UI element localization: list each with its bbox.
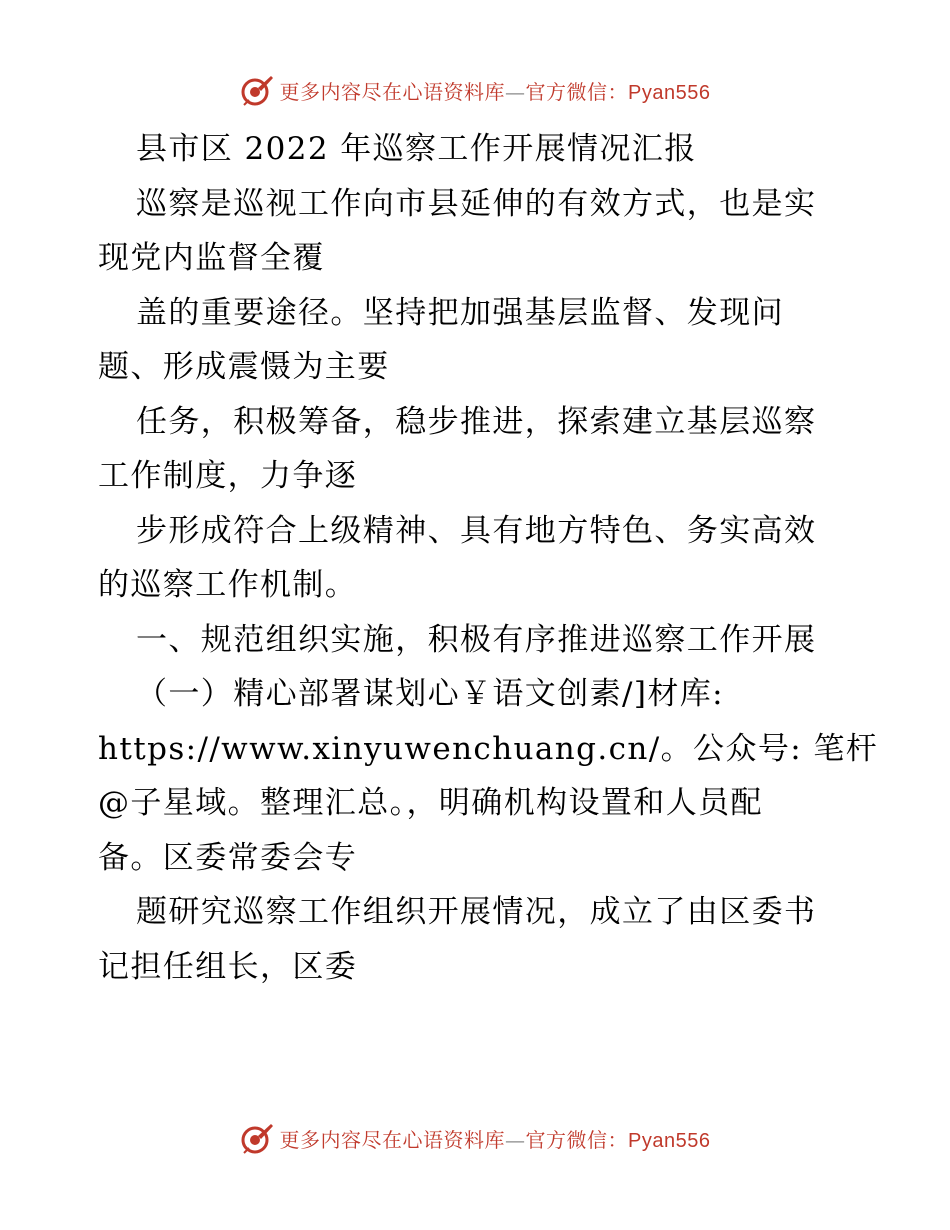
- watermark-header: [0, 70, 950, 110]
- watermark-prefix: 更多内容尽在心语资料库: [279, 79, 506, 104]
- watermark-account: Pyan556: [628, 81, 711, 104]
- watermark-footer: [0, 1118, 950, 1158]
- watermark-separator: —: [505, 1127, 526, 1152]
- section-heading: 一、规范组织实施，积极有序推进巡察工作开展: [136, 621, 817, 658]
- subsection-heading: （一）精心部署谋划心￥语文创素/]材库:: [136, 676, 724, 712]
- text-line: 的巡察工作机制。: [98, 567, 358, 603]
- text-line-url: https://www.xinyuwenchuang.cn/。公众号: 笔杆: [98, 730, 879, 767]
- watermark-separator: —: [505, 79, 526, 104]
- watermark-text: [280, 76, 711, 105]
- text-line: 题、形成震慑为主要: [98, 349, 390, 385]
- pen-logo-icon: [240, 1121, 274, 1155]
- text-line: 步形成符合上级精神、具有地方特色、务实高效: [136, 512, 817, 549]
- text-line: 巡察是巡视工作向市县延伸的有效方式，也是实: [136, 185, 817, 222]
- text-line: 现党内监督全覆: [98, 240, 325, 276]
- watermark-suffix: 官方微信：: [525, 1127, 629, 1152]
- watermark-account: Pyan556: [628, 1129, 711, 1152]
- text-line: 任务，积极筹备，稳步推进，探索建立基层巡察: [136, 403, 817, 440]
- watermark-suffix: 官方微信：: [525, 79, 629, 104]
- text-line: 题研究巡察工作组织开展情况，成立了由区委书: [136, 894, 817, 930]
- watermark-prefix: 更多内容尽在心语资料库: [279, 1127, 506, 1152]
- document-title: 县市区 2022 年巡察工作开展情况汇报: [136, 131, 697, 167]
- text-line: @子星域。整理汇总。，明确机构设置和人员配: [98, 785, 763, 821]
- text-line: 工作制度，力争逐: [98, 458, 358, 494]
- watermark-text: [280, 1124, 711, 1153]
- text-line: 盖的重要途径。坚持把加强基层监督、发现问: [136, 294, 784, 331]
- text-line: 记担任组长，区委: [98, 948, 358, 985]
- pen-logo-icon: [240, 73, 274, 107]
- text-line: 备。区委常委会专: [98, 839, 358, 876]
- document-body: [98, 122, 879, 994]
